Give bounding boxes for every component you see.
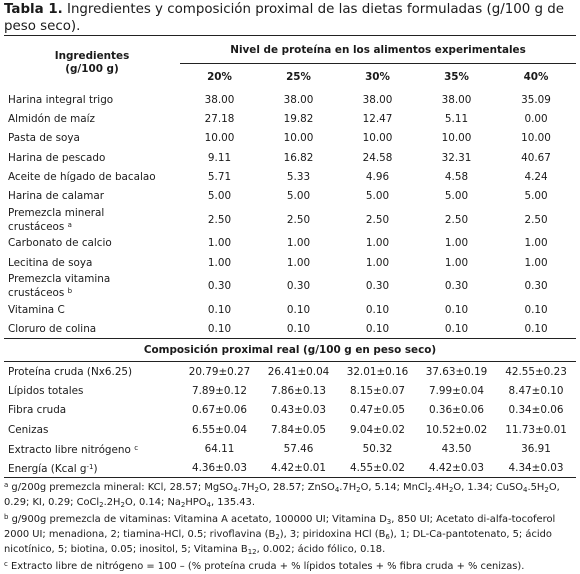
table-cell: 7.84±0.05 <box>271 423 326 436</box>
table-cell: 38.00 <box>204 93 235 106</box>
table-cell: 0.47±0.05 <box>350 404 405 417</box>
table-cell: 5.11 <box>444 112 469 125</box>
caption-text: Ingredientes y composición proximal de las dietas formuladas (g/100 g de peso seco). <box>4 2 565 34</box>
ingredients-header-line2: (g/100 g) <box>65 63 119 75</box>
table-cell: 10.00 <box>521 132 551 145</box>
row-label-text: Harina de pescado <box>8 151 106 164</box>
table-cell: 1.00 <box>365 237 390 250</box>
table-cell: 32.31 <box>441 151 472 164</box>
row-label-text: Cenizas <box>8 423 49 436</box>
composition-section <box>4 339 576 362</box>
row-label <box>4 420 180 439</box>
row-label-text: Pasta de soya <box>8 132 80 145</box>
row-label <box>4 401 180 420</box>
table-cell: 0.10 <box>286 323 311 336</box>
row-label-text: Extracto libre nitrógeno <box>8 443 131 456</box>
row-label <box>4 381 180 400</box>
row-label-text: Premezcla vitamina <box>8 273 111 286</box>
row-label <box>4 439 180 458</box>
table-cell: 32.01±0.16 <box>346 365 409 378</box>
table-cell: 0.67±0.06 <box>192 404 247 417</box>
table-row <box>4 401 576 420</box>
table-cell: 4.58 <box>444 170 469 183</box>
table-cell: 27.18 <box>204 112 235 125</box>
table-cell: 8.15±0.07 <box>350 384 405 397</box>
table-cell: 10.00 <box>362 132 393 145</box>
table-cell: 7.89±0.12 <box>192 384 247 397</box>
table-cell: 4.36±0.03 <box>192 461 247 474</box>
table-cell: 16.82 <box>283 151 314 164</box>
row-label <box>4 129 180 148</box>
table-row <box>4 362 576 381</box>
table-cell: 0.10 <box>286 304 311 317</box>
table-cell: 9.04±0.02 <box>350 423 405 436</box>
table-row <box>4 272 576 300</box>
table-cell: 0.36±0.06 <box>429 404 484 417</box>
composition-header: Composición proximal real (g/100 g en peso seco) <box>4 339 576 362</box>
table-row <box>4 420 576 439</box>
footnote-mark: c <box>134 443 139 452</box>
table-cell: 0.10 <box>207 323 232 336</box>
row-label <box>4 167 180 186</box>
table-cell: 0.00 <box>524 112 548 125</box>
table-cell: 35.09 <box>521 93 551 106</box>
row-label <box>4 206 180 234</box>
table-row <box>4 320 576 339</box>
table-cell: 4.55±0.02 <box>350 461 405 474</box>
table-cell: 36.91 <box>521 442 551 455</box>
row-label-text: Carbonato de calcio <box>8 237 112 250</box>
table-cell: 1.00 <box>286 237 311 250</box>
row-label-text-line2: crustáceos <box>8 287 65 300</box>
row-label-text: Proteína cruda (Nx6.25) <box>8 365 133 378</box>
row-label <box>4 300 180 319</box>
table-row <box>4 129 576 148</box>
row-label <box>4 234 180 253</box>
table-cell: 1.00 <box>207 237 232 250</box>
table-cell: 0.30 <box>444 280 469 293</box>
footnote-b: $^b$ g/900g premezcla de vitaminas: Vitamina A acetato, 100000 UI; Vitamina $D_3$, 850 UI; Acetato di-alfa-tocoferol 2000 UI; menadiona, 2; tiamina-HCl, 0.5; rivoflavina $(B_2)$, 3; piridoxina HCl $(B_6)$, 1; DL-Ca-pantotenato, 5; ácido nicotínico, 5; biotina, 0.05; inositol, 5; Vitamina $B_{12}$, 0.002; ácido fólico, 0.18. <box>4 513 556 556</box>
table-cell: 0.43±0.03 <box>271 404 326 417</box>
table-row <box>4 206 576 234</box>
table-cell: 7.86±0.13 <box>271 384 326 397</box>
table-cell: 0.30 <box>365 280 390 293</box>
table-cell: 0.30 <box>207 280 232 293</box>
table-cell: 38.00 <box>441 93 472 106</box>
table-cell: 0.10 <box>365 323 390 336</box>
table-cell: 4.24 <box>524 170 548 183</box>
row-label-text: Aceite de hígado de bacalao <box>8 170 156 183</box>
table-cell: 5.00 <box>444 190 469 203</box>
table-cell: 5.71 <box>207 170 232 183</box>
composition-body <box>4 362 576 478</box>
footnote-c: $^c$ Extracto libre de nitrógeno = 100 – (% proteína cruda + % lípidos totales + % fibra cruda + % cenizas). <box>4 560 525 573</box>
table-cell: 8.47±0.10 <box>508 384 564 397</box>
table-cell: 2.50 <box>524 213 548 226</box>
level-header: 30% <box>338 64 417 91</box>
level-header: 35% <box>417 64 496 91</box>
table-cell: 10.52±0.02 <box>425 423 488 436</box>
table-cell: 0.34±0.06 <box>508 404 564 417</box>
row-label <box>4 320 180 339</box>
table-cell: 0.30 <box>286 280 311 293</box>
table-cell: 0.10 <box>444 323 469 336</box>
table-cell: 43.50 <box>441 442 472 455</box>
table-cell: 0.10 <box>365 304 390 317</box>
table-cell: 10.00 <box>283 132 314 145</box>
row-label <box>4 362 180 381</box>
row-label-text: Almidón de maíz <box>8 112 95 125</box>
table-cell: 2.50 <box>365 213 390 226</box>
row-label-text: Harina integral trigo <box>8 93 114 106</box>
row-label-tail: ) <box>93 462 98 475</box>
row-label-text: Vitamina C <box>8 304 65 317</box>
table-cell: 20.79±0.27 <box>188 365 251 378</box>
row-label <box>4 109 180 128</box>
table-cell: 1.00 <box>444 256 469 269</box>
level-header: 40% <box>496 64 576 91</box>
table-row <box>4 186 576 205</box>
ingredients-body <box>4 90 576 339</box>
table-cell: 4.42±0.01 <box>271 461 326 474</box>
row-label-text: Fibra cruda <box>8 404 67 417</box>
table-cell: 0.10 <box>524 323 548 336</box>
table-cell: 1.00 <box>365 256 390 269</box>
table-cell: 7.99±0.04 <box>429 384 484 397</box>
table-row <box>4 439 576 458</box>
protein-level-header: Nivel de proteína en los alimentos experimentales <box>230 43 526 56</box>
caption-label: Tabla 1. <box>4 2 63 17</box>
footnote-mark: b <box>67 287 73 296</box>
table-cell: 38.00 <box>283 93 314 106</box>
table-cell: 57.46 <box>283 442 314 455</box>
row-label-text: Premezcla mineral <box>8 206 105 219</box>
footnote-mark: a <box>67 220 72 229</box>
table-row <box>4 253 576 272</box>
table-cell: 1.00 <box>524 256 548 269</box>
ingredients-header <box>4 36 180 91</box>
table-footnotes <box>4 479 576 574</box>
table-cell: 19.82 <box>283 112 314 125</box>
row-label <box>4 90 180 109</box>
table-cell: 5.33 <box>286 170 311 183</box>
table-cell: 26.41±0.04 <box>267 365 330 378</box>
table-cell: 12.47 <box>362 112 393 125</box>
table-cell: 9.11 <box>207 151 232 164</box>
table-row <box>4 90 576 109</box>
table-cell: 10.00 <box>441 132 472 145</box>
table-cell: 2.50 <box>444 213 469 226</box>
table-cell: 42.55±0.23 <box>505 365 567 378</box>
level-header: 20% <box>180 64 259 91</box>
row-label <box>4 148 180 167</box>
table-cell: 0.30 <box>524 280 548 293</box>
table-cell: 4.34±0.03 <box>508 461 564 474</box>
table-cell: 6.55±0.04 <box>192 423 247 436</box>
row-label <box>4 186 180 205</box>
table-cell: 0.10 <box>207 304 232 317</box>
table-cell: 5.00 <box>207 190 232 203</box>
row-label-text: Cloruro de colina <box>8 323 97 336</box>
table-cell: 38.00 <box>362 93 393 106</box>
table-cell: 1.00 <box>286 256 311 269</box>
table-cell: 5.00 <box>365 190 390 203</box>
table-cell: 1.00 <box>524 237 548 250</box>
table-cell: 24.58 <box>362 151 393 164</box>
table-row <box>4 300 576 319</box>
ingredients-header-line1: Ingredientes <box>54 50 130 62</box>
table-cell: 5.00 <box>286 190 311 203</box>
row-label <box>4 272 180 300</box>
level-header: 25% <box>259 64 338 91</box>
table-cell: 1.00 <box>444 237 469 250</box>
table-cell: 2.50 <box>286 213 311 226</box>
table-row <box>4 458 576 477</box>
table-cell: 2.50 <box>207 213 232 226</box>
table-row <box>4 167 576 186</box>
table-row <box>4 381 576 400</box>
table-cell: 40.67 <box>521 151 551 164</box>
row-label-text: Lecitina de soya <box>8 256 93 269</box>
table-cell: 50.32 <box>362 442 393 455</box>
row-label-text: Energía (Kcal g <box>8 462 87 475</box>
row-label <box>4 253 180 272</box>
table-caption <box>4 0 576 35</box>
row-label <box>4 458 180 477</box>
table-cell: 4.42±0.03 <box>429 461 484 474</box>
table-row <box>4 109 576 128</box>
table-row <box>4 148 576 167</box>
table-cell: 37.63±0.19 <box>425 365 488 378</box>
table-cell: 0.10 <box>524 304 548 317</box>
table-cell: 0.10 <box>444 304 469 317</box>
row-label-text-line2: crustáceos <box>8 220 65 233</box>
diet-table <box>4 35 576 478</box>
table-cell: 4.96 <box>365 170 390 183</box>
row-label-text: Lípidos totales <box>8 384 84 397</box>
table-cell: 10.00 <box>204 132 235 145</box>
row-label-text: Harina de calamar <box>8 190 104 203</box>
table-cell: 11.73±0.01 <box>505 423 567 436</box>
table-cell: 5.00 <box>524 190 548 203</box>
row-label-superscript: -1 <box>86 462 94 471</box>
footnote-a: $^a$ g/200g premezcla mineral: KCl, 28.57; $MgSO_4.7H_2O$, 28.57; $ZnSO_4.7H_2O$, 5.14; $MnCl_2.4H_2O$, 1.34; $CuSO_4.5H_2O$, 0.29; KI, 0.29; $CoCl_2.2H_2O$, 0.14; $Na_2HPO_4$, 135.43. <box>4 481 560 509</box>
table-row <box>4 234 576 253</box>
table-cell: 1.00 <box>207 256 232 269</box>
table-cell: 64.11 <box>204 442 235 455</box>
